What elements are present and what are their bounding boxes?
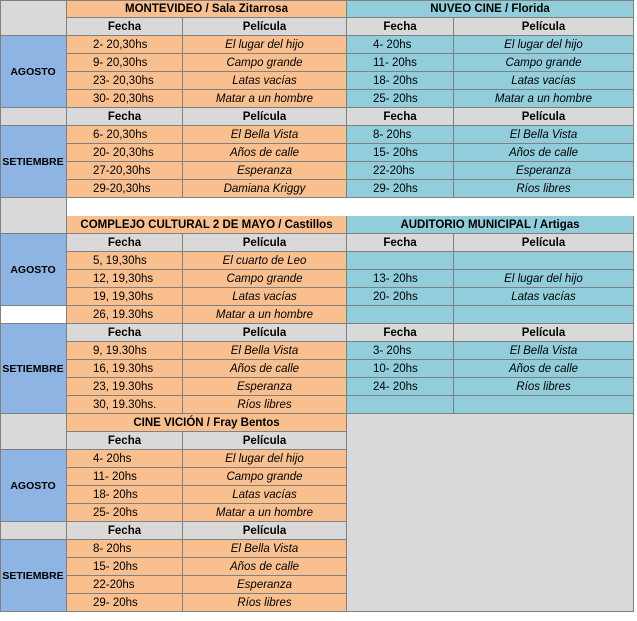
pelicula-cell: Matar a un hombre bbox=[183, 90, 347, 108]
header-pelicula: Película bbox=[183, 522, 347, 540]
pelicula-cell: Ríos libres bbox=[454, 378, 634, 396]
month-separator bbox=[0, 414, 67, 450]
header-fecha: Fecha bbox=[67, 18, 183, 36]
fecha-cell: 20- 20hs bbox=[347, 288, 454, 306]
header-pelicula: Película bbox=[454, 234, 634, 252]
pelicula-cell: Años de calle bbox=[183, 144, 347, 162]
pelicula-cell: El Bella Vista bbox=[454, 126, 634, 144]
fecha-cell: 12, 19,30hs bbox=[67, 270, 183, 288]
header-fecha: Fecha bbox=[347, 234, 454, 252]
venue-title: COMPLEJO CULTURAL 2 DE MAYO / Castillos bbox=[67, 216, 347, 234]
fecha-cell: 11- 20hs bbox=[67, 468, 183, 486]
pelicula-cell bbox=[454, 396, 634, 414]
fecha-cell: 23- 20,30hs bbox=[67, 72, 183, 90]
fecha-cell: 22-20hs bbox=[347, 162, 454, 180]
pelicula-cell: Campo grande bbox=[183, 468, 347, 486]
pelicula-cell: Años de calle bbox=[183, 360, 347, 378]
fecha-cell: 9- 20,30hs bbox=[67, 54, 183, 72]
left-border bbox=[0, 0, 1, 612]
fecha-cell: 3- 20hs bbox=[347, 342, 454, 360]
fecha-cell: 23, 19.30hs bbox=[67, 378, 183, 396]
pelicula-cell: El lugar del hijo bbox=[183, 36, 347, 54]
pelicula-cell: Campo grande bbox=[183, 54, 347, 72]
fecha-cell bbox=[347, 396, 454, 414]
pelicula-cell: Latas vacías bbox=[183, 72, 347, 90]
pelicula-cell: Años de calle bbox=[454, 360, 634, 378]
fecha-cell: 6- 20,30hs bbox=[67, 126, 183, 144]
header-pelicula: Película bbox=[454, 108, 634, 126]
fecha-cell: 10- 20hs bbox=[347, 360, 454, 378]
month-separator bbox=[0, 108, 67, 126]
pelicula-cell: El Bella Vista bbox=[454, 342, 634, 360]
fecha-cell: 27-20,30hs bbox=[67, 162, 183, 180]
pelicula-cell: El Bella Vista bbox=[183, 342, 347, 360]
month-setiembre: SETIEMBRE bbox=[0, 540, 67, 612]
pelicula-cell: Latas vacías bbox=[454, 72, 634, 90]
fecha-cell: 30, 19.30hs. bbox=[67, 396, 183, 414]
pelicula-cell: Matar a un hombre bbox=[183, 504, 347, 522]
fecha-cell: 11- 20hs bbox=[347, 54, 454, 72]
header-pelicula: Película bbox=[454, 18, 634, 36]
month-agosto: AGOSTO bbox=[0, 36, 67, 108]
corner-blank bbox=[0, 0, 67, 36]
fecha-cell: 29- 20hs bbox=[347, 180, 454, 198]
month-setiembre: SETIEMBRE bbox=[0, 126, 67, 198]
empty-region bbox=[347, 414, 634, 612]
fecha-cell: 20- 20,30hs bbox=[67, 144, 183, 162]
venue-title: NUVEO CINE / Florida bbox=[347, 0, 634, 18]
month-agosto: AGOSTO bbox=[0, 450, 67, 522]
pelicula-cell: Ríos libres bbox=[183, 594, 347, 612]
pelicula-cell: Esperanza bbox=[183, 378, 347, 396]
fecha-cell: 18- 20hs bbox=[347, 72, 454, 90]
header-pelicula: Película bbox=[183, 432, 347, 450]
header-pelicula: Película bbox=[454, 324, 634, 342]
fecha-cell: 16, 19.30hs bbox=[67, 360, 183, 378]
pelicula-cell: El lugar del hijo bbox=[454, 270, 634, 288]
pelicula-cell: Matar a un hombre bbox=[454, 90, 634, 108]
fecha-cell: 26, 19.30hs bbox=[67, 306, 183, 324]
fecha-cell: 9, 19.30hs bbox=[67, 342, 183, 360]
pelicula-cell: Matar a un hombre bbox=[183, 306, 347, 324]
pelicula-cell: Años de calle bbox=[183, 558, 347, 576]
fecha-cell: 15- 20hs bbox=[67, 558, 183, 576]
month-separator bbox=[0, 198, 67, 234]
pelicula-cell: Ríos libres bbox=[183, 396, 347, 414]
header-fecha: Fecha bbox=[67, 234, 183, 252]
pelicula-cell: El lugar del hijo bbox=[454, 36, 634, 54]
fecha-cell: 29- 20hs bbox=[67, 594, 183, 612]
fecha-cell: 8- 20hs bbox=[347, 126, 454, 144]
pelicula-cell: Esperanza bbox=[454, 162, 634, 180]
fecha-cell: 30- 20,30hs bbox=[67, 90, 183, 108]
pelicula-cell: Ríos libres bbox=[454, 180, 634, 198]
month-agosto: AGOSTO bbox=[0, 234, 67, 306]
fecha-cell: 4- 20hs bbox=[67, 450, 183, 468]
fecha-cell: 25- 20hs bbox=[67, 504, 183, 522]
pelicula-cell: El lugar del hijo bbox=[183, 450, 347, 468]
header-fecha: Fecha bbox=[347, 108, 454, 126]
fecha-cell: 13- 20hs bbox=[347, 270, 454, 288]
header-pelicula: Película bbox=[183, 18, 347, 36]
pelicula-cell: El Bella Vista bbox=[183, 540, 347, 558]
fecha-cell: 24- 20hs bbox=[347, 378, 454, 396]
header-fecha: Fecha bbox=[67, 108, 183, 126]
fecha-cell: 25- 20hs bbox=[347, 90, 454, 108]
pelicula-cell: Esperanza bbox=[183, 576, 347, 594]
venue-title: CINE VICIÓN / Fray Bentos bbox=[67, 414, 347, 432]
fecha-cell: 18- 20hs bbox=[67, 486, 183, 504]
fecha-cell bbox=[347, 252, 454, 270]
fecha-cell: 22-20hs bbox=[67, 576, 183, 594]
header-pelicula: Película bbox=[183, 324, 347, 342]
header-fecha: Fecha bbox=[67, 522, 183, 540]
pelicula-cell: Latas vacías bbox=[183, 288, 347, 306]
pelicula-cell bbox=[454, 306, 634, 324]
pelicula-cell: Campo grande bbox=[454, 54, 634, 72]
month-separator bbox=[0, 522, 67, 540]
pelicula-cell: Latas vacías bbox=[183, 486, 347, 504]
venue-title: AUDITORIO MUNICIPAL / Artigas bbox=[347, 216, 634, 234]
pelicula-cell: Esperanza bbox=[183, 162, 347, 180]
fecha-cell: 8- 20hs bbox=[67, 540, 183, 558]
header-fecha: Fecha bbox=[347, 18, 454, 36]
fecha-cell: 29-20,30hs bbox=[67, 180, 183, 198]
venue-title: MONTEVIDEO / Sala Zitarrosa bbox=[67, 0, 347, 18]
fecha-cell: 4- 20hs bbox=[347, 36, 454, 54]
pelicula-cell: El cuarto de Leo bbox=[183, 252, 347, 270]
fecha-cell: 5, 19,30hs bbox=[67, 252, 183, 270]
header-pelicula: Película bbox=[183, 108, 347, 126]
header-fecha: Fecha bbox=[347, 324, 454, 342]
pelicula-cell: El Bella Vista bbox=[183, 126, 347, 144]
fecha-cell bbox=[347, 306, 454, 324]
pelicula-cell: Latas vacías bbox=[454, 288, 634, 306]
month-setiembre: SETIEMBRE bbox=[0, 324, 67, 414]
header-pelicula: Película bbox=[183, 234, 347, 252]
header-fecha: Fecha bbox=[67, 324, 183, 342]
fecha-cell: 2- 20,30hs bbox=[67, 36, 183, 54]
month-separator bbox=[0, 306, 67, 324]
top-border bbox=[0, 0, 634, 1]
header-fecha: Fecha bbox=[67, 432, 183, 450]
pelicula-cell: Campo grande bbox=[183, 270, 347, 288]
pelicula-cell: Damiana Kriggy bbox=[183, 180, 347, 198]
pelicula-cell: Años de calle bbox=[454, 144, 634, 162]
fecha-cell: 19, 19,30hs bbox=[67, 288, 183, 306]
pelicula-cell bbox=[454, 252, 634, 270]
fecha-cell: 15- 20hs bbox=[347, 144, 454, 162]
